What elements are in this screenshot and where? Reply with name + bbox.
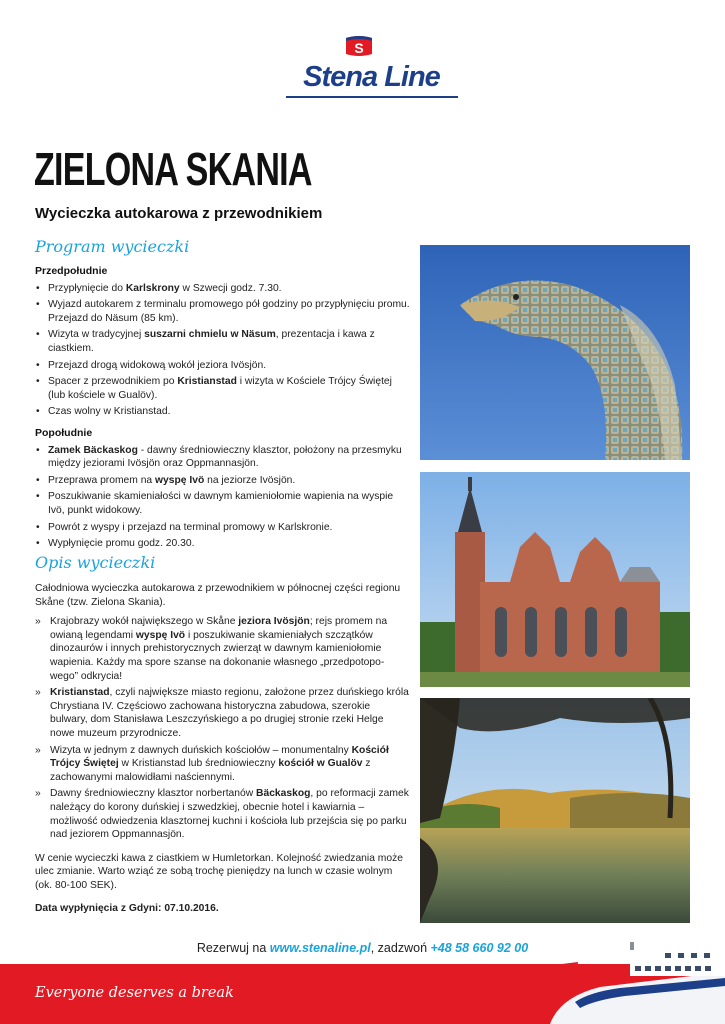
- highlight-text: jeziora Ivösjön: [238, 616, 310, 628]
- list-text: Wizyta w jednym z dawnych duńskich kościołów – monumentalny: [50, 744, 352, 756]
- description-section: [35, 582, 410, 922]
- list-item: [35, 521, 410, 535]
- highlight-text: Bäckaskog: [256, 788, 311, 800]
- list-text: i wizyta w Kościele Trójcy Świętej (lub kościele w Gualöv).: [48, 376, 392, 401]
- ferry-ship-icon: [530, 942, 725, 1024]
- list-text: Wyjazd autokarem z terminalu promowego pół godziny po przypłynięciu promu. Przejazd do Näsum (85 km).: [48, 299, 410, 324]
- highlight-text: suszarni chmielu w Näsum: [144, 329, 276, 341]
- list-text: Przeprawa promem na: [48, 474, 156, 486]
- photo-lake: [420, 698, 690, 923]
- description-note: W cenie wycieczki kawa z ciastkiem w Humletorkan. Kolejność zwiedzania może ulec zmianie. Warto wziąć ze sobą trochę pieniędzy na lunch w czasie wolnym (ok. 80-100 SEK).: [35, 852, 403, 891]
- list-text: Dawny średniowieczny klasztor norbertanów: [50, 788, 257, 800]
- list-item: [35, 474, 410, 488]
- list-text: Powrót z wyspy i przejazd na terminal promowy w Karlskronie.: [48, 521, 333, 533]
- list-text: z zachowanymi malowidłami naściennymi.: [50, 758, 371, 783]
- list-text: Przypłynięcie do: [48, 282, 126, 294]
- highlight-text: Kościół Trójcy Świętej: [50, 744, 389, 770]
- list-text: na jeziorze Ivösjön.: [204, 474, 296, 486]
- list-text: , prezentacja i kawa z ciastkiem.: [48, 329, 375, 354]
- morning-heading: Przedpołudnie: [35, 265, 108, 277]
- list-item: [35, 787, 410, 841]
- list-item: [35, 359, 410, 373]
- description-heading: Opis wycieczki: [35, 553, 156, 572]
- photo-church: [420, 472, 690, 687]
- list-item: [35, 405, 410, 419]
- list-item: [35, 298, 410, 325]
- list-text: Krajobrazy wokół największego w Skåne: [50, 616, 239, 628]
- list-text: ; rejs promem na owianą legendami: [50, 616, 388, 641]
- booking-prefix: Rezerwuj na: [196, 941, 270, 955]
- list-item: [35, 744, 410, 785]
- highlight-text: Kristianstad: [177, 376, 237, 388]
- list-text: , czyli największe miasto regionu, założone przez duńskiego króla Chrystiana IV. Częściowo zachowana historyczna zabudowa, szerokie bulwary, dom Stanisława Leszczyńskiego a po drugiej stronie rzeki Helge nowe muzeum przyrodnicze.: [50, 687, 409, 739]
- program-section: [35, 265, 410, 554]
- list-item: [35, 375, 410, 402]
- list-text: Spacer z przewodnikiem po: [48, 376, 178, 388]
- photo-sculpture: [420, 245, 690, 460]
- list-text: i poszukiwanie skamieniałych szczątków dinozaurów i innych prehistorycznych zwierząt w dawnym kamieniołomie wapienia. Każdy ma spore szanse na dokonanie własnego „przedpotopo-wego” odkrycia!: [50, 629, 385, 682]
- list-text: Czas wolny w Kristianstad.: [48, 406, 171, 418]
- afternoon-heading: Popołudnie: [35, 426, 93, 439]
- departure-date: Data wypłynięcia z Gdyni: 07.10.2016.: [35, 903, 219, 915]
- booking-middle: , zadzwoń: [370, 941, 431, 955]
- list-text: , po reformacji zamek należący do korony duńskiej i szwedzkiej, obecnie hotel i kawiarnia – możliwość odwiedzenia klasztornej kuchni i kościoła lub przejścia się po parku nad jeziorem Oppmannasjön.: [50, 788, 409, 841]
- list-item: [35, 615, 410, 683]
- slogan: Everyone deserves a break: [35, 985, 234, 1001]
- description-intro: Całodniowa wycieczka autokarowa z przewodnikiem w północnej części regionu Skåne (tzw. Zielona Skania).: [35, 583, 401, 608]
- list-item: [35, 490, 410, 517]
- highlight-text: Karlskrony: [125, 282, 180, 294]
- list-text: Poszukiwanie skamieniałości w dawnym kamieniołomie wapienia na wyspie Ivö, punkt widokowy.: [48, 491, 394, 516]
- highlight-text: Zamek Bäckaskog: [48, 444, 138, 456]
- list-text: w Szwecji godz. 7.30.: [179, 282, 282, 294]
- flag-icon: [344, 34, 374, 60]
- flag-letter: S: [354, 40, 364, 56]
- brand-name: Stena Line: [303, 61, 440, 93]
- morning-list: [35, 282, 410, 419]
- list-text: Przejazd drogą widokową wokół jeziora Ivösjön.: [48, 359, 267, 371]
- list-item: [35, 537, 410, 551]
- list-text: w Kristianstad lub średniowieczny: [118, 758, 279, 770]
- phone-link[interactable]: +48 58 660 92 00: [430, 941, 529, 955]
- list-text: Wypłynięcie promu godz. 20.30.: [48, 538, 195, 550]
- highlight-text: Kristianstad: [50, 687, 110, 699]
- stena-line-logo: [284, 34, 459, 100]
- description-list: [35, 615, 410, 842]
- list-item: [35, 444, 410, 471]
- highlight-text: wyspę Ivö: [135, 629, 186, 641]
- list-text: Wizyta w tradycyjnej: [48, 329, 145, 341]
- page-title: ZIELONA SKANIA: [34, 143, 312, 195]
- list-item: [35, 328, 410, 355]
- afternoon-list: [35, 444, 410, 551]
- list-item: [35, 686, 410, 740]
- website-link[interactable]: www.stenaline.pl: [269, 941, 371, 955]
- logo-underline: [286, 96, 458, 98]
- highlight-text: kościół w Gualöv: [278, 758, 363, 770]
- program-heading: Program wycieczki: [35, 237, 190, 256]
- page-subtitle: Wycieczka autokarowa z przewodnikiem: [35, 205, 323, 222]
- list-item: [35, 282, 410, 296]
- highlight-text: wyspę Ivö: [155, 474, 205, 486]
- list-text: - dawny średniowieczny klasztor, położony na przesmyku między jeziorami Ivösjön oraz Oppmannasjön.: [48, 444, 402, 470]
